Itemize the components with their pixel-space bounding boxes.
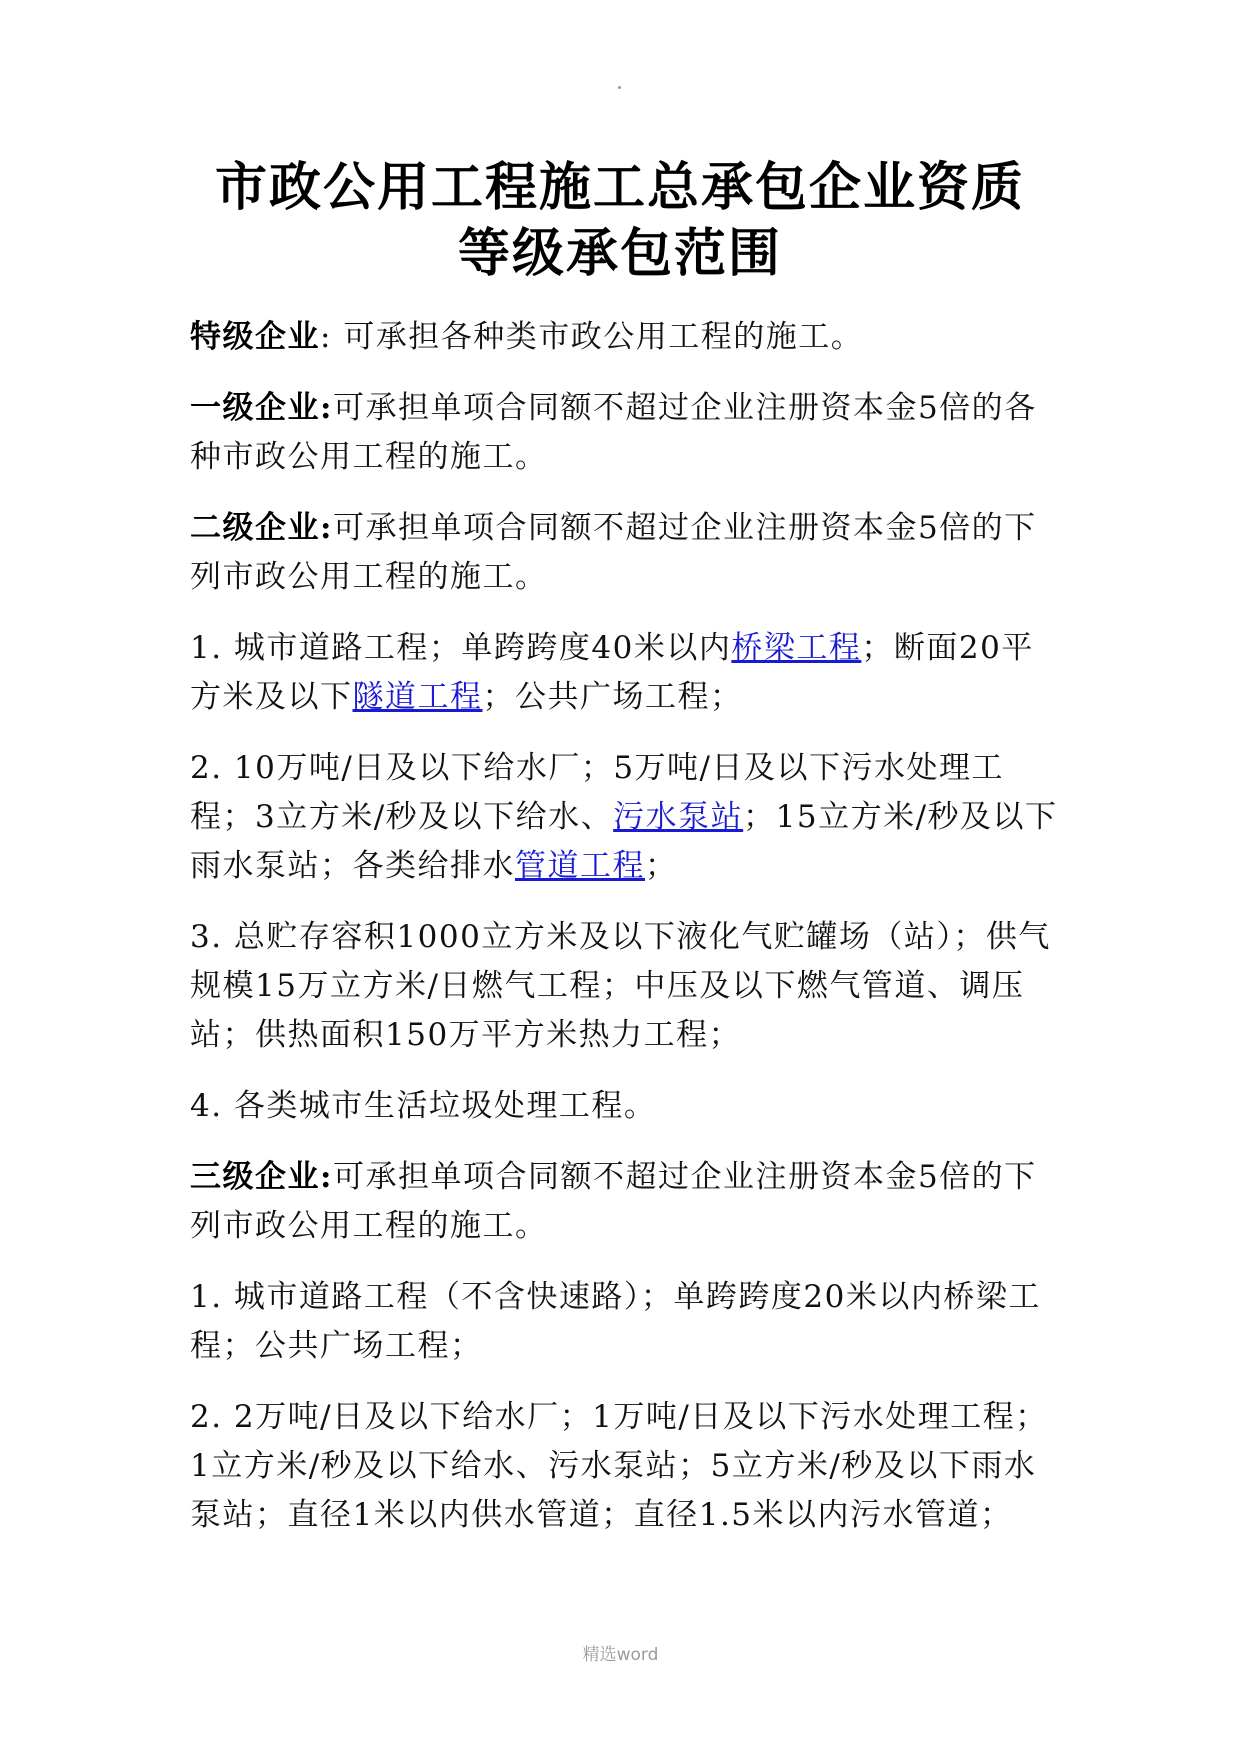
document-body [190, 313, 1060, 1562]
special-grade-separator: : [320, 319, 344, 355]
first-grade-text: 可承担单项合同额不超过企业注册资本金5倍的各种市政公用工程的施工。 [190, 390, 1037, 475]
footer-watermark: 精选word [582, 1645, 659, 1665]
second-grade-item-2 [190, 744, 1060, 891]
special-grade-label: 特级企业 [190, 319, 320, 355]
second-grade-paragraph [190, 504, 1060, 602]
second-grade-label: 二级企业: [190, 510, 333, 546]
third-grade-item-1: 1. 城市道路工程（不含快速路）；单跨跨度20米以内桥梁工程；公共广场工程； [190, 1279, 1041, 1364]
second-grade-text: 可承担单项合同额不超过企业注册资本金5倍的下列市政公用工程的施工。 [190, 510, 1037, 595]
second-grade-item-4: 4. 各类城市生活垃圾处理工程。 [190, 1088, 657, 1124]
third-grade-paragraph [190, 1153, 1060, 1251]
item-text: 2. 10万吨/日及以下给水厂；5万吨/日及以下污水处理工程；3立方米/秒及以下给水、 [190, 750, 1004, 835]
first-grade-paragraph [190, 384, 1060, 482]
second-grade-item-3: 3. 总贮存容积1000立方米及以下液化气贮罐场（站）；供气规模15万立方米/日燃气工程；中压及以下燃气管道、调压站；供热面积150万平方米热力工程； [190, 919, 1051, 1053]
item-text: ；15立方米/秒及以下雨水泵站；各类给排水 [190, 799, 1058, 884]
bridge-engineering-link[interactable]: 桥梁工程 [731, 630, 862, 666]
first-grade-label: 一级企业: [190, 390, 333, 426]
third-grade-label: 三级企业: [190, 1159, 333, 1195]
special-grade-paragraph [190, 313, 1060, 362]
special-grade-text: 可承担各种类市政公用工程的施工。 [343, 319, 864, 355]
item-text: ； [645, 848, 678, 884]
sewage-pump-station-link[interactable]: 污水泵站 [613, 799, 744, 835]
item-text: ；断面20平方米及以下 [190, 630, 1034, 715]
title-line-2: 等级承包范围 [457, 223, 782, 284]
second-grade-item-1 [190, 624, 1060, 722]
item-text: ；公共广场工程； [482, 679, 743, 715]
tunnel-engineering-link[interactable]: 隧道工程 [352, 679, 483, 715]
pipeline-engineering-link[interactable]: 管道工程 [515, 848, 645, 884]
third-grade-item-2: 2. 2万吨/日及以下给水厂；1万吨/日及以下污水处理工程；1立方米/秒及以下给水、污水泵站；5立方米/秒及以下雨水泵站；直径1米以内供水管道；直径1.5米以内污水管道； [190, 1399, 1048, 1533]
title-line-1: 市政公用工程施工总承包企业资质 [214, 157, 1025, 218]
header-dot [618, 86, 621, 89]
third-grade-text: 可承担单项合同额不超过企业注册资本金5倍的下列市政公用工程的施工。 [190, 1159, 1037, 1244]
item-text: 1. 城市道路工程；单跨跨度40米以内 [190, 630, 732, 666]
document-title [150, 155, 1090, 287]
